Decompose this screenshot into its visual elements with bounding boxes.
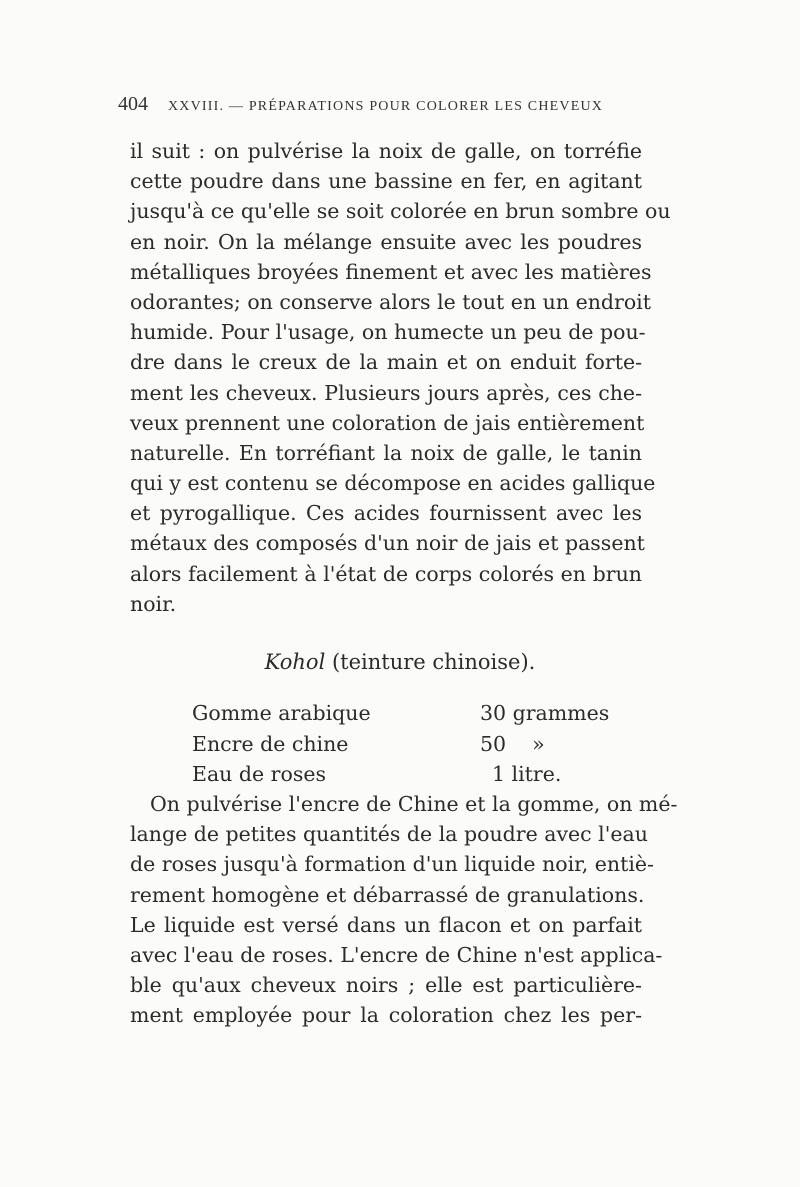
paragraph-1 bbox=[130, 136, 671, 619]
text-line: naturelle. En torréfiant la noix de galle, le tanin bbox=[130, 440, 642, 465]
ingredient-row bbox=[192, 759, 612, 790]
text-line: en noir. On la mélange ensuite avec les poudres bbox=[130, 229, 642, 254]
text-line: veux prennent une coloration de jais entièrement bbox=[130, 410, 645, 435]
text-line: humide. Pour l'usage, on humecte un peu de pou- bbox=[130, 320, 646, 345]
text-line: ment les cheveux. Plusieurs jours après, ces che- bbox=[130, 380, 642, 405]
text-line: ble qu'aux cheveux noirs ; elle est particulière- bbox=[130, 973, 642, 998]
text-line: métalliques broyées finement et avec les matières bbox=[130, 259, 652, 284]
recipe-subtitle: (teinture chinoise). bbox=[331, 650, 536, 674]
text-line: odorantes; on conserve alors le tout en un endroit bbox=[130, 289, 651, 314]
text-line: dre dans le creux de la main et on enduit forte- bbox=[130, 350, 642, 375]
running-title: XXVIII. — PRÉPARATIONS POUR COLORER LES CHEVEUX bbox=[168, 99, 604, 114]
ingredient-name: Encre de chine bbox=[192, 731, 349, 756]
ingredient-row bbox=[192, 729, 612, 760]
ingredient-name: Gomme arabique bbox=[192, 701, 371, 725]
text-line: et pyrogallique. Ces acides fournissent avec les bbox=[130, 501, 642, 526]
recipe-title bbox=[0, 646, 800, 678]
ingredient-name: Eau de roses bbox=[192, 762, 326, 786]
ingredient-quantity: 50 » bbox=[480, 731, 545, 756]
text-line: qui y est contenu se décompose en acides gallique bbox=[130, 471, 656, 496]
text-line: avec l'eau de roses. L'encre de Chine n'est applica- bbox=[130, 942, 663, 967]
ingredient-row bbox=[192, 698, 612, 729]
paragraph-2 bbox=[130, 789, 678, 1031]
text-line: rement homogène et débarrassé de granulations. bbox=[130, 882, 645, 907]
text-line: cette poudre dans une bassine en fer, en agitant bbox=[130, 169, 642, 194]
ingredient-quantity: 1 litre. bbox=[492, 762, 562, 786]
page-number: 404 bbox=[118, 93, 148, 115]
running-header bbox=[118, 93, 646, 117]
text-line: il suit : on pulvérise la noix de galle, on torréfie bbox=[130, 139, 642, 163]
ingredient-quantity: 30 grammes bbox=[480, 701, 610, 725]
text-line: On pulvérise l'encre de Chine et la gomme, on mé- bbox=[150, 792, 678, 816]
text-line: noir. bbox=[130, 591, 177, 616]
text-line: jusqu'à ce qu'elle se soit colorée en brun sombre ou bbox=[130, 199, 671, 224]
text-line: métaux des composés d'un noir de jais et passent bbox=[130, 531, 645, 556]
text-line: de roses jusqu'à formation d'un liquide noir, entiè- bbox=[130, 852, 654, 877]
text-line: alors facilement à l'état de corps colorés en brun bbox=[130, 561, 642, 586]
recipe-ingredients bbox=[192, 698, 612, 790]
recipe-name: Kohol bbox=[264, 650, 326, 674]
text-line: ment employée pour la coloration chez les per- bbox=[130, 1003, 642, 1028]
text-line: Le liquide est versé dans un flacon et on parfait bbox=[130, 912, 642, 937]
text-line: lange de petites quantités de la poudre avec l'eau bbox=[130, 822, 648, 847]
